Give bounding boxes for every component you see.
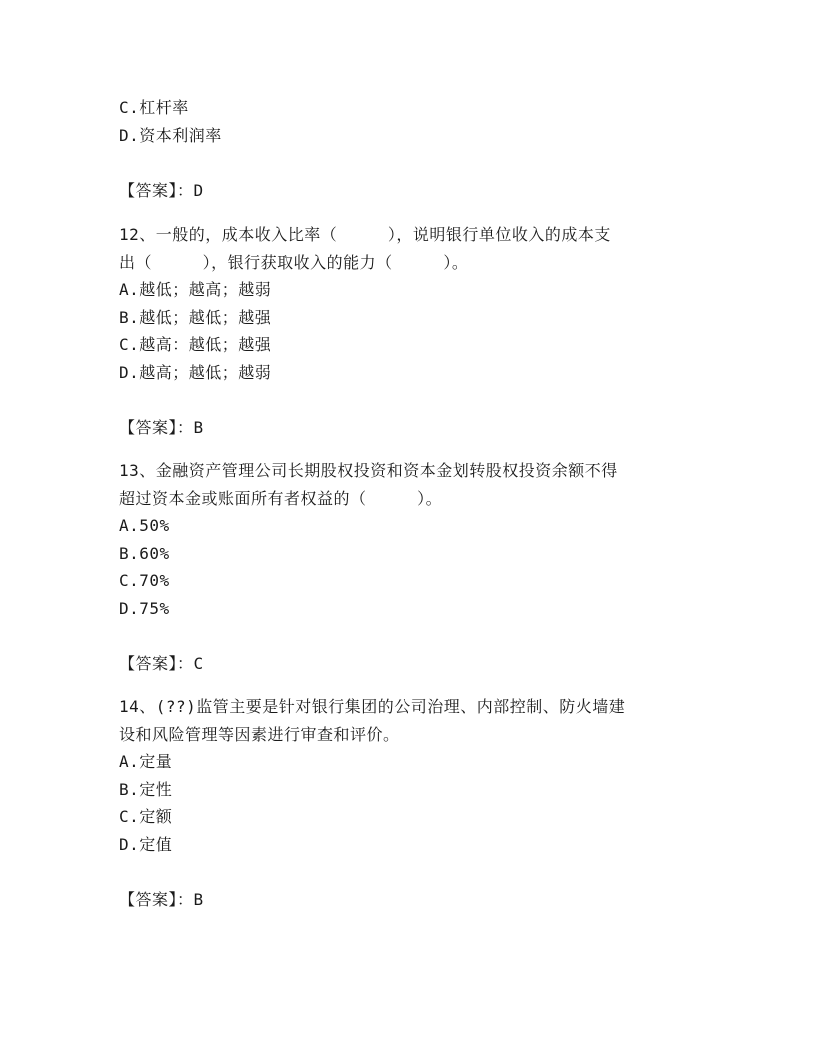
q14-stem-line1: 14、(??)监管主要是针对银行集团的公司治理、内部控制、防火墙建	[119, 697, 626, 716]
q13-option-d: D.75%	[119, 599, 170, 618]
q14-option-d: D.定值	[119, 835, 173, 854]
q12-option-d: D.越高；越低；越弱	[119, 363, 272, 382]
q11-answer: 【答案】：D	[119, 181, 204, 200]
q13-answer: 【答案】：C	[119, 654, 204, 673]
q13-option-b: B.60%	[119, 544, 170, 563]
q14-stem-line2: 设和风险管理等因素进行审查和评价。	[119, 725, 400, 744]
q12-option-c: C.越高：越低；越强	[119, 335, 272, 354]
q12-stem-line2: 出（ ），银行获取收入的能力（ ）。	[119, 253, 469, 272]
q14-answer: 【答案】：B	[119, 890, 204, 909]
q13-stem-line1: 13、金融资产管理公司长期股权投资和资本金划转股权投资余额不得	[119, 461, 618, 480]
q11-option-c: C.杠杆率	[119, 98, 189, 117]
q12-option-b: B.越低；越低；越强	[119, 308, 272, 327]
q12-stem-line1: 12、一般的，成本收入比率（ ），说明银行单位收入的成本支	[119, 225, 611, 244]
q12-answer: 【答案】：B	[119, 418, 204, 437]
q13-option-a: A.50%	[119, 516, 170, 535]
q13-stem-line2: 超过资本金或账面所有者权益的（ ）。	[119, 489, 443, 508]
q12-option-a: A.越低；越高；越弱	[119, 280, 272, 299]
q14-option-b: B.定性	[119, 780, 173, 799]
q14-option-a: A.定量	[119, 752, 173, 771]
q11-option-d: D.资本利润率	[119, 126, 222, 145]
q13-option-c: C.70%	[119, 571, 170, 590]
q14-option-c: C.定额	[119, 807, 173, 826]
